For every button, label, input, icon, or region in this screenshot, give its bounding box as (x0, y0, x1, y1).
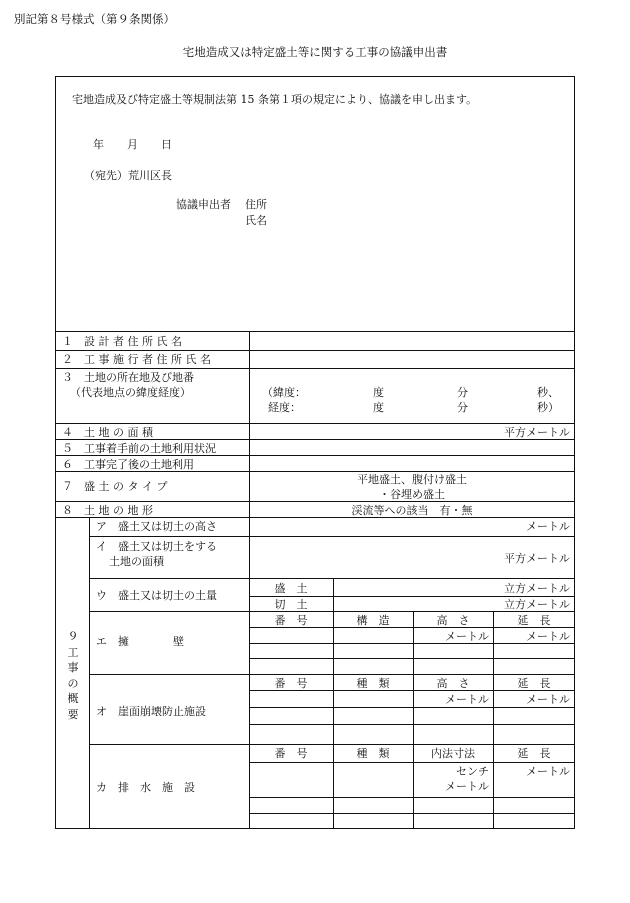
rule (55, 501, 575, 502)
addressee: （宛先）荒川区長 (84, 169, 172, 182)
row-designer-label: １ 設 計 者 住 所 氏 名 (62, 335, 182, 348)
terrain-value: 渓流等への該当 有・無 (351, 504, 473, 517)
overview-ka-size-unit-2: メートル (445, 780, 489, 793)
rule (249, 627, 575, 628)
date-year-label: 年 (93, 138, 104, 151)
overview-e-header-structure: 構 造 (356, 614, 390, 627)
form-number-label: 別記第８号様式（第９条関係） (14, 12, 175, 26)
row-after-use-label: ６ 工事完了後の土地利用 (62, 458, 194, 471)
row-terrain-label: ８ 土 地 の 地 形 (62, 504, 153, 517)
longitude-label: 経度： (268, 401, 301, 414)
row-location-label: ３ 土地の所在地及び地番 (62, 371, 194, 384)
overview-e-label: エ 擁 壁 (96, 635, 184, 648)
overview-ka-label: カ 排 水 施 設 (96, 781, 195, 794)
overview-i-unit: 平方メートル (504, 552, 570, 565)
latitude-degree: 度 (373, 386, 384, 399)
overview-ka-length-unit: メートル (526, 765, 570, 778)
overview-o-height-unit: メートル (445, 693, 489, 706)
rule (249, 724, 575, 725)
statement-text: 宅地造成及び特定盛土等規制法第 15 条第１項の規定により、協議を申し出ます。 (72, 93, 478, 106)
date-month-label: 月 (127, 138, 138, 151)
area-unit: 平方メートル (504, 426, 570, 439)
longitude-second: 秒） (537, 401, 559, 414)
applicant-label: 協議申出者 (176, 198, 231, 211)
rule (55, 455, 575, 456)
rule (89, 578, 575, 579)
row-before-use-label: ５ 工事着手前の土地利用状況 (62, 442, 216, 455)
overview-e-height-unit: メートル (445, 630, 489, 643)
overview-o-header-number: 番 号 (274, 677, 308, 690)
overview-char: ９ (67, 630, 79, 643)
overview-e-header-length: 延 長 (517, 614, 551, 627)
name-label: 氏名 (245, 214, 267, 227)
construction-overview-label (56, 629, 90, 722)
overview-e-header-height: 高 さ (436, 614, 470, 627)
overview-char: 工 (67, 645, 79, 659)
address-label: 住所 (245, 198, 267, 211)
overview-u-fill-unit: 立方メートル (504, 582, 570, 595)
overview-o-length-unit: メートル (526, 693, 570, 706)
overview-ka-header-number: 番 号 (274, 747, 308, 760)
document-title: 宅地造成又は特定盛土等に関する工事の協議申出書 (182, 45, 448, 59)
rule (249, 813, 575, 814)
overview-a-label: ア 盛土又は切土の高さ (96, 520, 217, 533)
overview-i-label-2: 土地の面積 (109, 555, 164, 568)
longitude-minute: 分 (457, 401, 468, 414)
overview-a-unit: メートル (526, 520, 570, 533)
fill-type-value-1: 平地盛土、腹付け盛土 (357, 473, 467, 486)
overview-e-header-number: 番 号 (274, 614, 308, 627)
rule (333, 578, 334, 611)
rule (55, 331, 575, 332)
overview-char: 事 (67, 661, 79, 674)
rule (89, 536, 575, 537)
rule (249, 596, 575, 597)
rule (89, 674, 575, 675)
rule (89, 611, 575, 612)
overview-ka-header-type: 種 類 (356, 747, 390, 760)
overview-o-header-length: 延 長 (517, 677, 551, 690)
latitude-second: 秒、 (537, 386, 559, 399)
rule (89, 744, 575, 745)
rule (55, 368, 575, 369)
overview-u-cut-unit: 立方メートル (504, 598, 570, 611)
row-contractor-label: ２ 工 事 施 行 者 住 所 氏 名 (62, 353, 211, 366)
overview-char: の (67, 676, 79, 690)
rule (249, 797, 575, 798)
overview-e-length-unit: メートル (526, 630, 570, 643)
overview-o-header-height: 高 さ (436, 677, 470, 690)
row-location-sublabel: （代表地点の緯度経度） (70, 386, 191, 399)
date-day-label: 日 (161, 138, 172, 151)
overview-o-label: オ 崖面崩壊防止施設 (96, 705, 206, 718)
rule (55, 439, 575, 440)
row-area-label: ４ 土 地 の 面 積 (62, 426, 153, 439)
latitude-minute: 分 (457, 386, 468, 399)
overview-u-label: ウ 盛土又は切土の土量 (96, 589, 217, 602)
overview-char: 概 (67, 692, 79, 705)
rule (249, 643, 575, 644)
longitude-degree: 度 (373, 401, 384, 414)
overview-u-fill: 盛 土 (274, 582, 308, 595)
rule (249, 762, 575, 763)
overview-ka-header-size: 内法寸法 (431, 747, 475, 760)
rule (249, 707, 575, 708)
rule (55, 423, 575, 424)
overview-ka-header-length: 延 長 (517, 747, 551, 760)
latitude-label: （緯度： (262, 386, 306, 399)
fill-type-value-2: ・谷埋め盛土 (379, 488, 445, 501)
rule (55, 517, 575, 518)
overview-ka-size-unit-1: センチ (456, 765, 489, 778)
rule (249, 690, 575, 691)
row-fill-type-label: ７ 盛 土 の タ イ プ (62, 480, 168, 493)
overview-i-label-1: イ 盛土又は切土をする (96, 540, 217, 553)
rule (55, 350, 575, 351)
overview-u-cut: 切 土 (274, 598, 308, 611)
overview-char: 要 (67, 707, 79, 721)
rule (249, 658, 575, 659)
overview-o-header-type: 種 類 (356, 677, 390, 690)
rule (55, 471, 575, 472)
